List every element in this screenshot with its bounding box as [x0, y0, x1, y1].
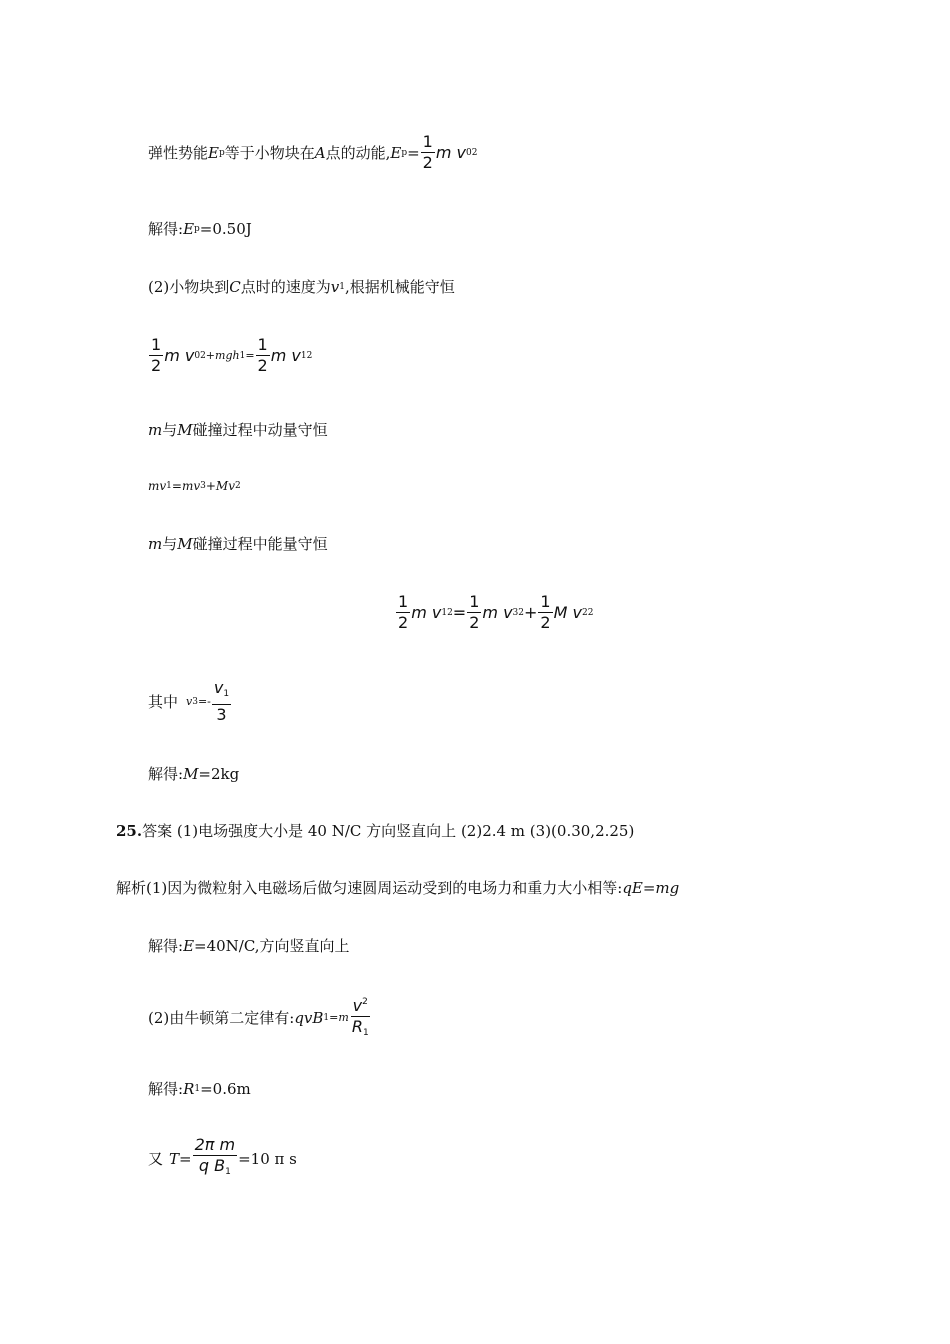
symbol-A: A	[314, 143, 326, 162]
symbol-M: M	[177, 420, 193, 439]
line-energy-conservation	[148, 335, 312, 376]
text: 解析(1)因为微粒射入电磁场后做匀速圆周运动受到的电场力和重力大小相等:	[116, 879, 623, 897]
line-period	[148, 1135, 297, 1182]
superscript: 2	[587, 607, 594, 618]
subscript: 1	[323, 1012, 330, 1023]
denominator: 2	[257, 356, 268, 375]
math-Mv: M v	[553, 603, 582, 622]
subscript: 0	[194, 350, 201, 361]
superscript: 2	[471, 147, 478, 158]
line-energy-title	[148, 533, 328, 554]
math: qvB	[294, 1008, 324, 1027]
line-momentum-title	[148, 419, 328, 440]
numerator	[212, 678, 231, 705]
subscript: p	[218, 147, 225, 158]
fraction	[421, 132, 435, 173]
denominator: 2	[540, 613, 551, 632]
math: +Mv	[205, 479, 235, 493]
subscript: p	[401, 147, 408, 158]
superscript: 2	[362, 997, 368, 1007]
question-number: 25.	[116, 821, 143, 840]
value: =40N/C,方向竖直向上	[194, 937, 350, 955]
symbol-M: M	[183, 764, 199, 783]
denominator: 2	[469, 613, 480, 632]
subscript: 0	[466, 147, 472, 158]
denominator	[197, 1156, 233, 1182]
numerator: 1	[398, 592, 409, 611]
text: 解得:	[148, 220, 184, 238]
superscript: 2	[518, 607, 524, 618]
text: 解得:	[148, 1080, 184, 1098]
line-elastic-energy	[148, 132, 477, 173]
text: 点的动能,	[325, 144, 391, 162]
superscript: 2	[200, 350, 206, 361]
subscript: 3	[192, 696, 198, 707]
value: =2kg	[198, 764, 240, 783]
fraction	[212, 678, 231, 725]
numerator: 1	[257, 335, 268, 354]
equals: =	[179, 1149, 192, 1168]
superscript: 2	[306, 350, 313, 361]
line-analysis-1	[116, 877, 679, 898]
subscript: 1	[339, 281, 345, 292]
line-answer-25	[116, 820, 634, 841]
symbol-C: C	[229, 277, 241, 296]
text: (2)由牛顿第二定律有:	[148, 1009, 295, 1027]
symbol-M: M	[177, 534, 193, 553]
text: 点时的速度为	[240, 278, 331, 296]
math: qE=mg	[622, 878, 680, 897]
fraction	[538, 592, 552, 633]
math-mv: m v	[270, 346, 301, 365]
equals: =	[245, 349, 255, 362]
line-energy-equation	[395, 592, 593, 633]
text: 答案 (1)电场强度大小是 40 N/C 方向竖直向上 (2)2.4 m (3)(0.30,2.25)	[142, 822, 635, 840]
text: 解得:	[148, 765, 184, 783]
subscript: 1	[441, 607, 448, 618]
fraction	[396, 592, 410, 633]
math-mgh: +mgh	[205, 349, 240, 362]
equals: =m	[329, 1011, 349, 1024]
symbol-E: E	[390, 143, 402, 162]
fraction	[467, 592, 481, 633]
plus: +	[524, 603, 538, 622]
value: =10 π s	[238, 1149, 297, 1168]
numerator: 1	[422, 132, 433, 151]
denominator: 2	[151, 356, 162, 375]
symbol-R: R	[351, 1017, 363, 1036]
symbol-E: E	[208, 143, 219, 162]
denominator: 2	[422, 153, 433, 172]
subscript: 3	[200, 481, 206, 491]
symbol-m: m	[148, 420, 163, 439]
subscript: p	[194, 223, 200, 234]
value: =0.50J	[199, 219, 252, 238]
math-mv: m v	[482, 603, 513, 622]
text: ,根据机械能守恒	[344, 278, 455, 296]
text: 等于小物块在	[224, 144, 315, 162]
line-speed-at-c	[148, 276, 455, 297]
equals: =-	[197, 695, 211, 708]
denominator: 3	[216, 705, 227, 724]
math-qB: q B	[198, 1156, 226, 1175]
line-result-R1	[148, 1078, 251, 1099]
equals: =	[452, 603, 467, 622]
symbol-v: v	[352, 996, 363, 1015]
symbol-T: T	[169, 1149, 180, 1168]
text: 碰撞过程中动量守恒	[192, 421, 328, 439]
math-mv: m v	[435, 143, 466, 162]
denominator: 2	[398, 613, 409, 632]
subscript: 1	[362, 1028, 369, 1038]
text: 又	[148, 1150, 164, 1168]
line-v3-definition	[148, 678, 232, 725]
equals: =	[407, 143, 420, 162]
symbol-E: E	[183, 219, 195, 238]
symbol-m: m	[148, 534, 163, 553]
subscript: 1	[239, 350, 246, 361]
denominator	[350, 1017, 371, 1043]
text: 解得:	[148, 937, 184, 955]
text: 其中	[148, 693, 179, 711]
numerator	[351, 992, 370, 1017]
subscript: 1	[194, 1083, 201, 1094]
numerator: 1	[469, 592, 480, 611]
fraction	[350, 992, 371, 1043]
line-newton-second-law	[148, 992, 372, 1043]
text: 碰撞过程中能量守恒	[192, 535, 328, 553]
text: 弹性势能	[148, 144, 209, 162]
subscript: 1	[166, 481, 172, 491]
line-result-M	[148, 763, 239, 784]
text: 与	[162, 421, 178, 439]
numerator: 1	[540, 592, 551, 611]
subscript: 1	[300, 350, 307, 361]
math: mv	[148, 479, 167, 493]
fraction	[193, 1135, 237, 1182]
superscript: 2	[447, 607, 453, 618]
subscript: 2	[581, 607, 588, 618]
symbol-v: v	[186, 695, 193, 708]
numerator: 2π m	[194, 1135, 236, 1154]
line-result-ep	[148, 218, 252, 239]
symbol-E: E	[183, 936, 195, 955]
math: =mv	[171, 479, 201, 493]
fraction	[256, 335, 270, 376]
numerator: 1	[151, 335, 162, 354]
line-result-E	[148, 935, 350, 956]
subscript: 2	[234, 481, 241, 491]
text: 与	[162, 535, 178, 553]
text: (2)小物块到	[148, 278, 230, 296]
symbol-v: v	[330, 277, 340, 296]
symbol-R: R	[183, 1079, 195, 1098]
math-mv: m v	[164, 346, 195, 365]
math-mv: m v	[411, 603, 442, 622]
subscript: 1	[223, 689, 230, 699]
subscript: 1	[225, 1167, 231, 1177]
fraction	[149, 335, 163, 376]
line-momentum-equation	[148, 479, 241, 493]
subscript: 3	[512, 607, 519, 618]
symbol-v: v	[213, 678, 224, 697]
value: =0.6m	[200, 1079, 251, 1098]
